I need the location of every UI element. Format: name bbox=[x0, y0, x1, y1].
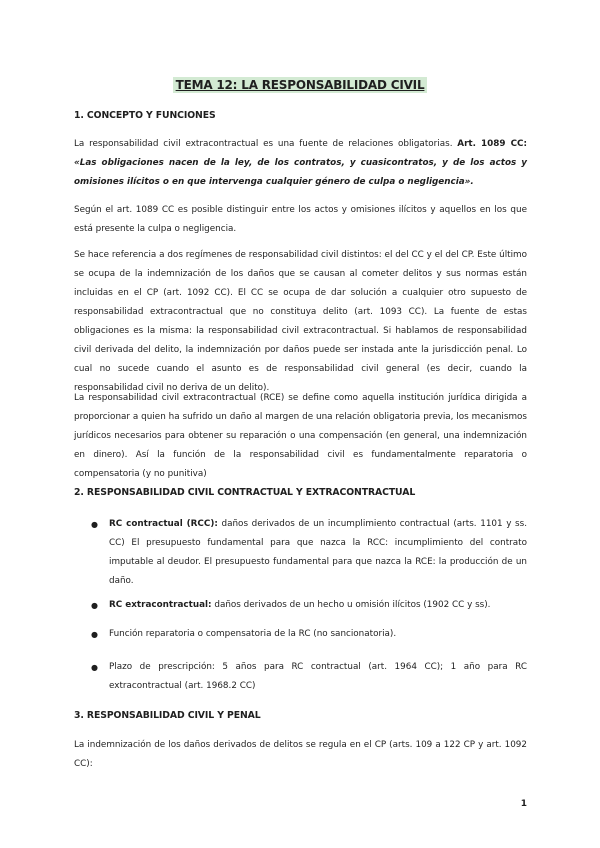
section-1-paragraph-2: Según el art. 1089 CC es posible distinguir entre los actos y omisiones ilícitos y aquellos en los que está presente la culpa o negligencia. bbox=[74, 205, 527, 234]
bullet-icon: ● bbox=[91, 601, 98, 610]
section-3-paragraph-1: La indemnización de los daños derivados de delitos se regula en el CP (arts. 109 a 122 CP y art. 1092 CC): bbox=[74, 740, 527, 769]
section-2-heading: 2. RESPONSABILIDAD CIVIL CONTRACTUAL Y EXTRACONTRACTUAL bbox=[74, 487, 416, 498]
page-number: 1 bbox=[520, 799, 527, 809]
list-item: ● Plazo de prescripción: 5 años para RC contractual (art. 1964 CC); 1 año para RC extracontractual (art. 1968.2 CC) bbox=[89, 658, 527, 696]
title-container bbox=[0, 74, 600, 93]
list-item: ● RC extracontractual: daños derivados de un hecho u omisión ilícitos (1902 CC y ss). bbox=[89, 596, 527, 615]
section-1-paragraph-4: La responsabilidad civil extracontractual (RCE) se define como aquella institución jurídica dirigida a proporcionar a quien ha sufrido un daño al margen de una relación obligatoria previa, los mecanismos jurídicos necesarios para obtener su reparación o una compensación (en general, una indemnización en dinero). Así la función de la responsabilidad civil es fundamentalmente reparatoria o compensatoria (y no punitiva) bbox=[74, 393, 527, 479]
section-3-heading: 3. RESPONSABILIDAD CIVIL Y PENAL bbox=[74, 710, 261, 721]
p1-text: La responsabilidad civil extracontractual es una fuente de relaciones obligatorias. bbox=[74, 139, 458, 149]
section-1-heading: 1. CONCEPTO Y FUNCIONES bbox=[74, 110, 216, 121]
section-1-paragraph-3: Se hace referencia a dos regímenes de responsabilidad civil distintos: el del CC y el del CP. Este último se ocupa de la indemnización de los daños que se causan al cometer delitos y sus normas están incluidas en el CP (art. 1092 CC). El CC se ocupa de dar solución a cualquier otro supuesto de responsabilidad extracontractual que no constituya delito (art. 1093 CC). La fuente de estas obligaciones es la misma: la responsabilidad civil extracontractual. Si hablamos de responsabilidad civil derivada del delito, la indemnización por daños puede ser instada ante la jurisdicción penal. Lo cual no sucede cuando el asunto es de responsabilidad civil general (es decir, cuando la responsabilidad civil no deriva de un delito). bbox=[74, 250, 527, 393]
section-1-paragraph-1 bbox=[74, 135, 527, 192]
bullet-icon: ● bbox=[91, 630, 98, 639]
p1-quote: «Las obligaciones nacen de la ley, de los contratos, y cuasicontratos, y de los actos y omisiones ilícitos o en que intervenga cualquier género de culpa o negligencia». bbox=[74, 158, 527, 187]
bullet-icon: ● bbox=[91, 520, 98, 529]
list-item: ● RC contractual (RCC): daños derivados de un incumplimiento contractual (arts. 1101 y ss. CC) El presupuesto fundamental para que nazca la RCC: incumplimiento del contrato imputable al deudor. El presupuesto fundamental para que nazca la RCE: la producción de un daño. bbox=[89, 515, 527, 591]
list-item: ● Función reparatoria o compensatoria de la RC (no sancionatoria). bbox=[89, 625, 527, 644]
bullet-icon: ● bbox=[91, 663, 98, 672]
page-title: TEMA 12: LA RESPONSABILIDAD CIVIL bbox=[173, 77, 428, 93]
p1-article-ref: Art. 1089 CC: bbox=[457, 139, 527, 149]
